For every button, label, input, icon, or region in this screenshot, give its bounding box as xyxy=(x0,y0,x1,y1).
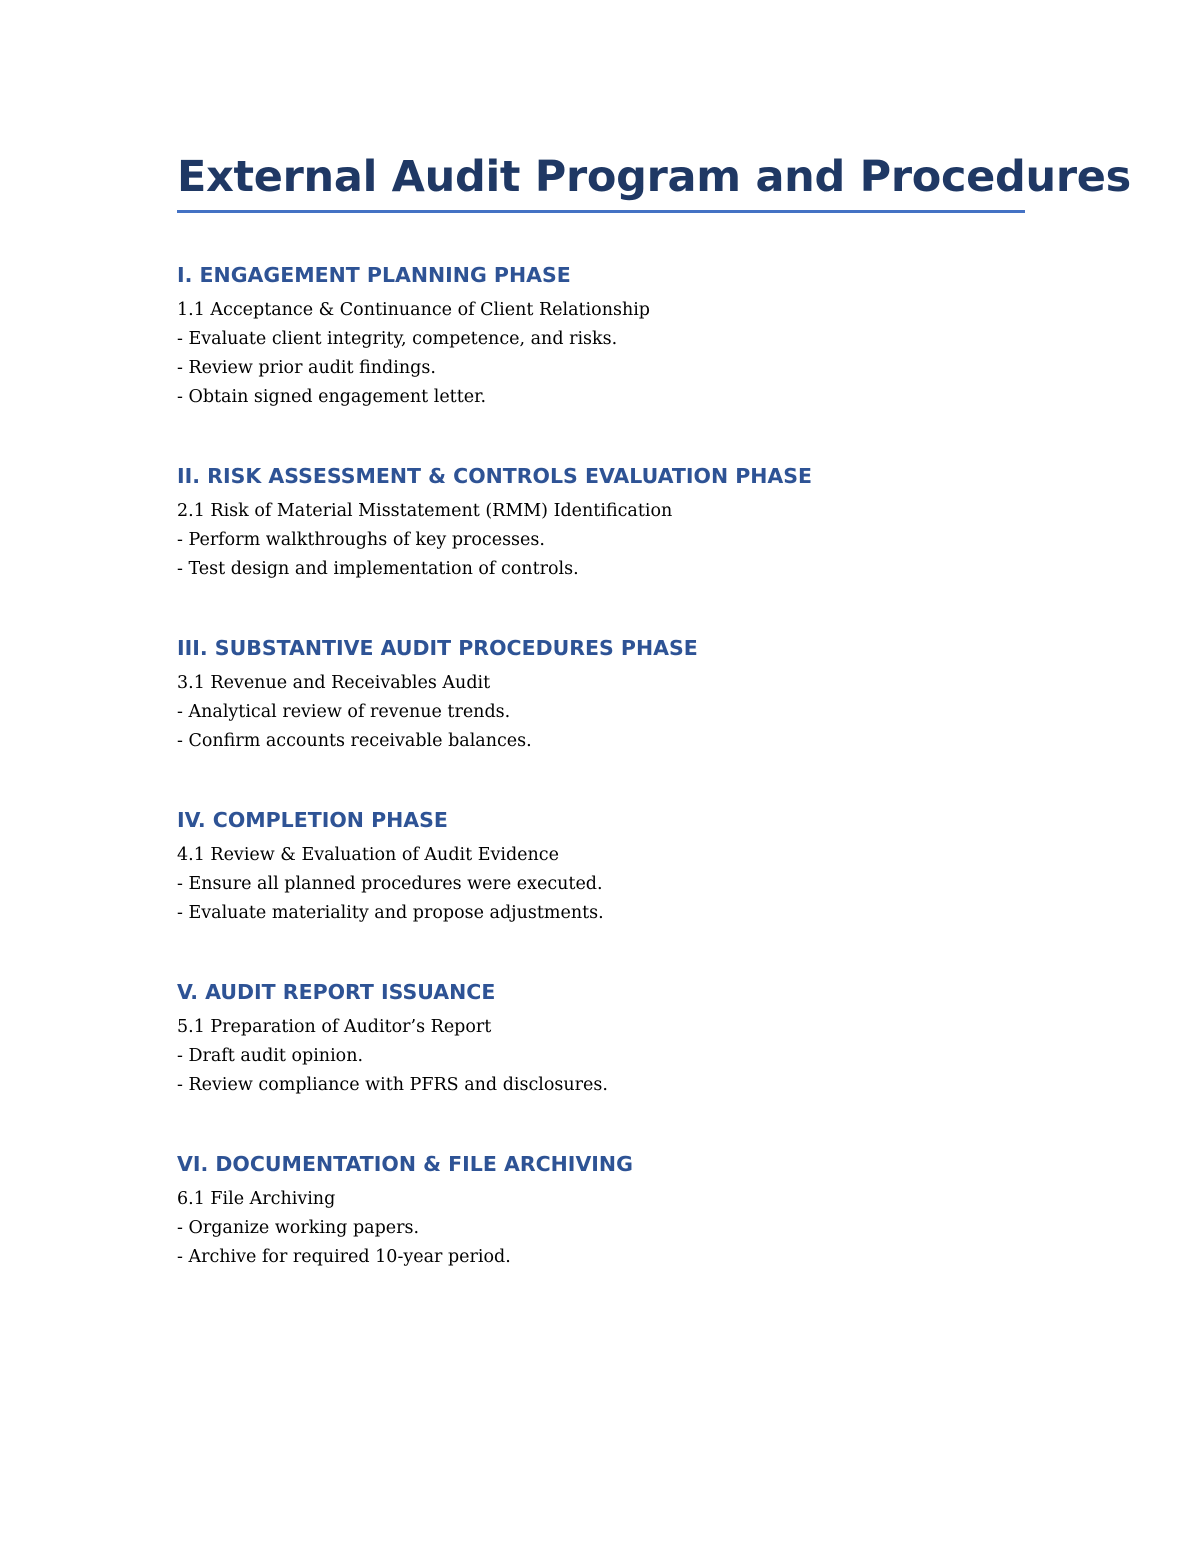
section-heading: VI. DOCUMENTATION & FILE ARCHIVING xyxy=(177,1152,633,1176)
list-item: - Analytical review of revenue trends. xyxy=(177,702,511,722)
section-risk-assessment xyxy=(177,462,1025,584)
list-item: - Evaluate client integrity, competence, and risks. xyxy=(177,329,618,349)
section-heading: I. ENGAGEMENT PLANNING PHASE xyxy=(177,263,571,287)
section-heading: II. RISK ASSESSMENT & CONTROLS EVALUATION PHASE xyxy=(177,464,813,488)
list-item: - Organize working papers. xyxy=(177,1218,420,1238)
section-subheading: 6.1 File Archiving xyxy=(177,1189,336,1209)
title-underline xyxy=(177,210,1025,213)
section-subheading: 1.1 Acceptance & Continuance of Client Relationship xyxy=(177,300,651,320)
section-completion xyxy=(177,806,1025,928)
document-title: External Audit Program and Procedures xyxy=(177,152,1131,202)
list-item: - Archive for required 10-year period. xyxy=(177,1247,511,1267)
list-item: - Review prior audit findings. xyxy=(177,358,436,378)
section-engagement-planning xyxy=(177,261,1025,412)
list-item: - Draft audit opinion. xyxy=(177,1046,364,1066)
list-item: - Perform walkthroughs of key processes. xyxy=(177,530,545,550)
list-item: - Obtain signed engagement letter. xyxy=(177,387,487,407)
section-documentation-archiving xyxy=(177,1150,1025,1272)
section-subheading: 2.1 Risk of Material Misstatement (RMM) Identification xyxy=(177,501,673,521)
section-report-issuance xyxy=(177,978,1025,1100)
section-heading: IV. COMPLETION PHASE xyxy=(177,808,448,832)
section-subheading: 5.1 Preparation of Auditor’s Report xyxy=(177,1017,492,1037)
list-item: - Review compliance with PFRS and disclosures. xyxy=(177,1075,608,1095)
document-page xyxy=(177,148,1131,1272)
list-item: - Evaluate materiality and propose adjustments. xyxy=(177,903,604,923)
section-heading: V. AUDIT REPORT ISSUANCE xyxy=(177,980,496,1004)
section-heading: III. SUBSTANTIVE AUDIT PROCEDURES PHASE xyxy=(177,636,698,660)
list-item: - Ensure all planned procedures were executed. xyxy=(177,874,603,894)
list-item: - Confirm accounts receivable balances. xyxy=(177,731,532,751)
section-subheading: 3.1 Revenue and Receivables Audit xyxy=(177,673,491,693)
list-item: - Test design and implementation of controls. xyxy=(177,559,579,579)
section-subheading: 4.1 Review & Evaluation of Audit Evidence xyxy=(177,845,559,865)
section-substantive-procedures xyxy=(177,634,1025,756)
